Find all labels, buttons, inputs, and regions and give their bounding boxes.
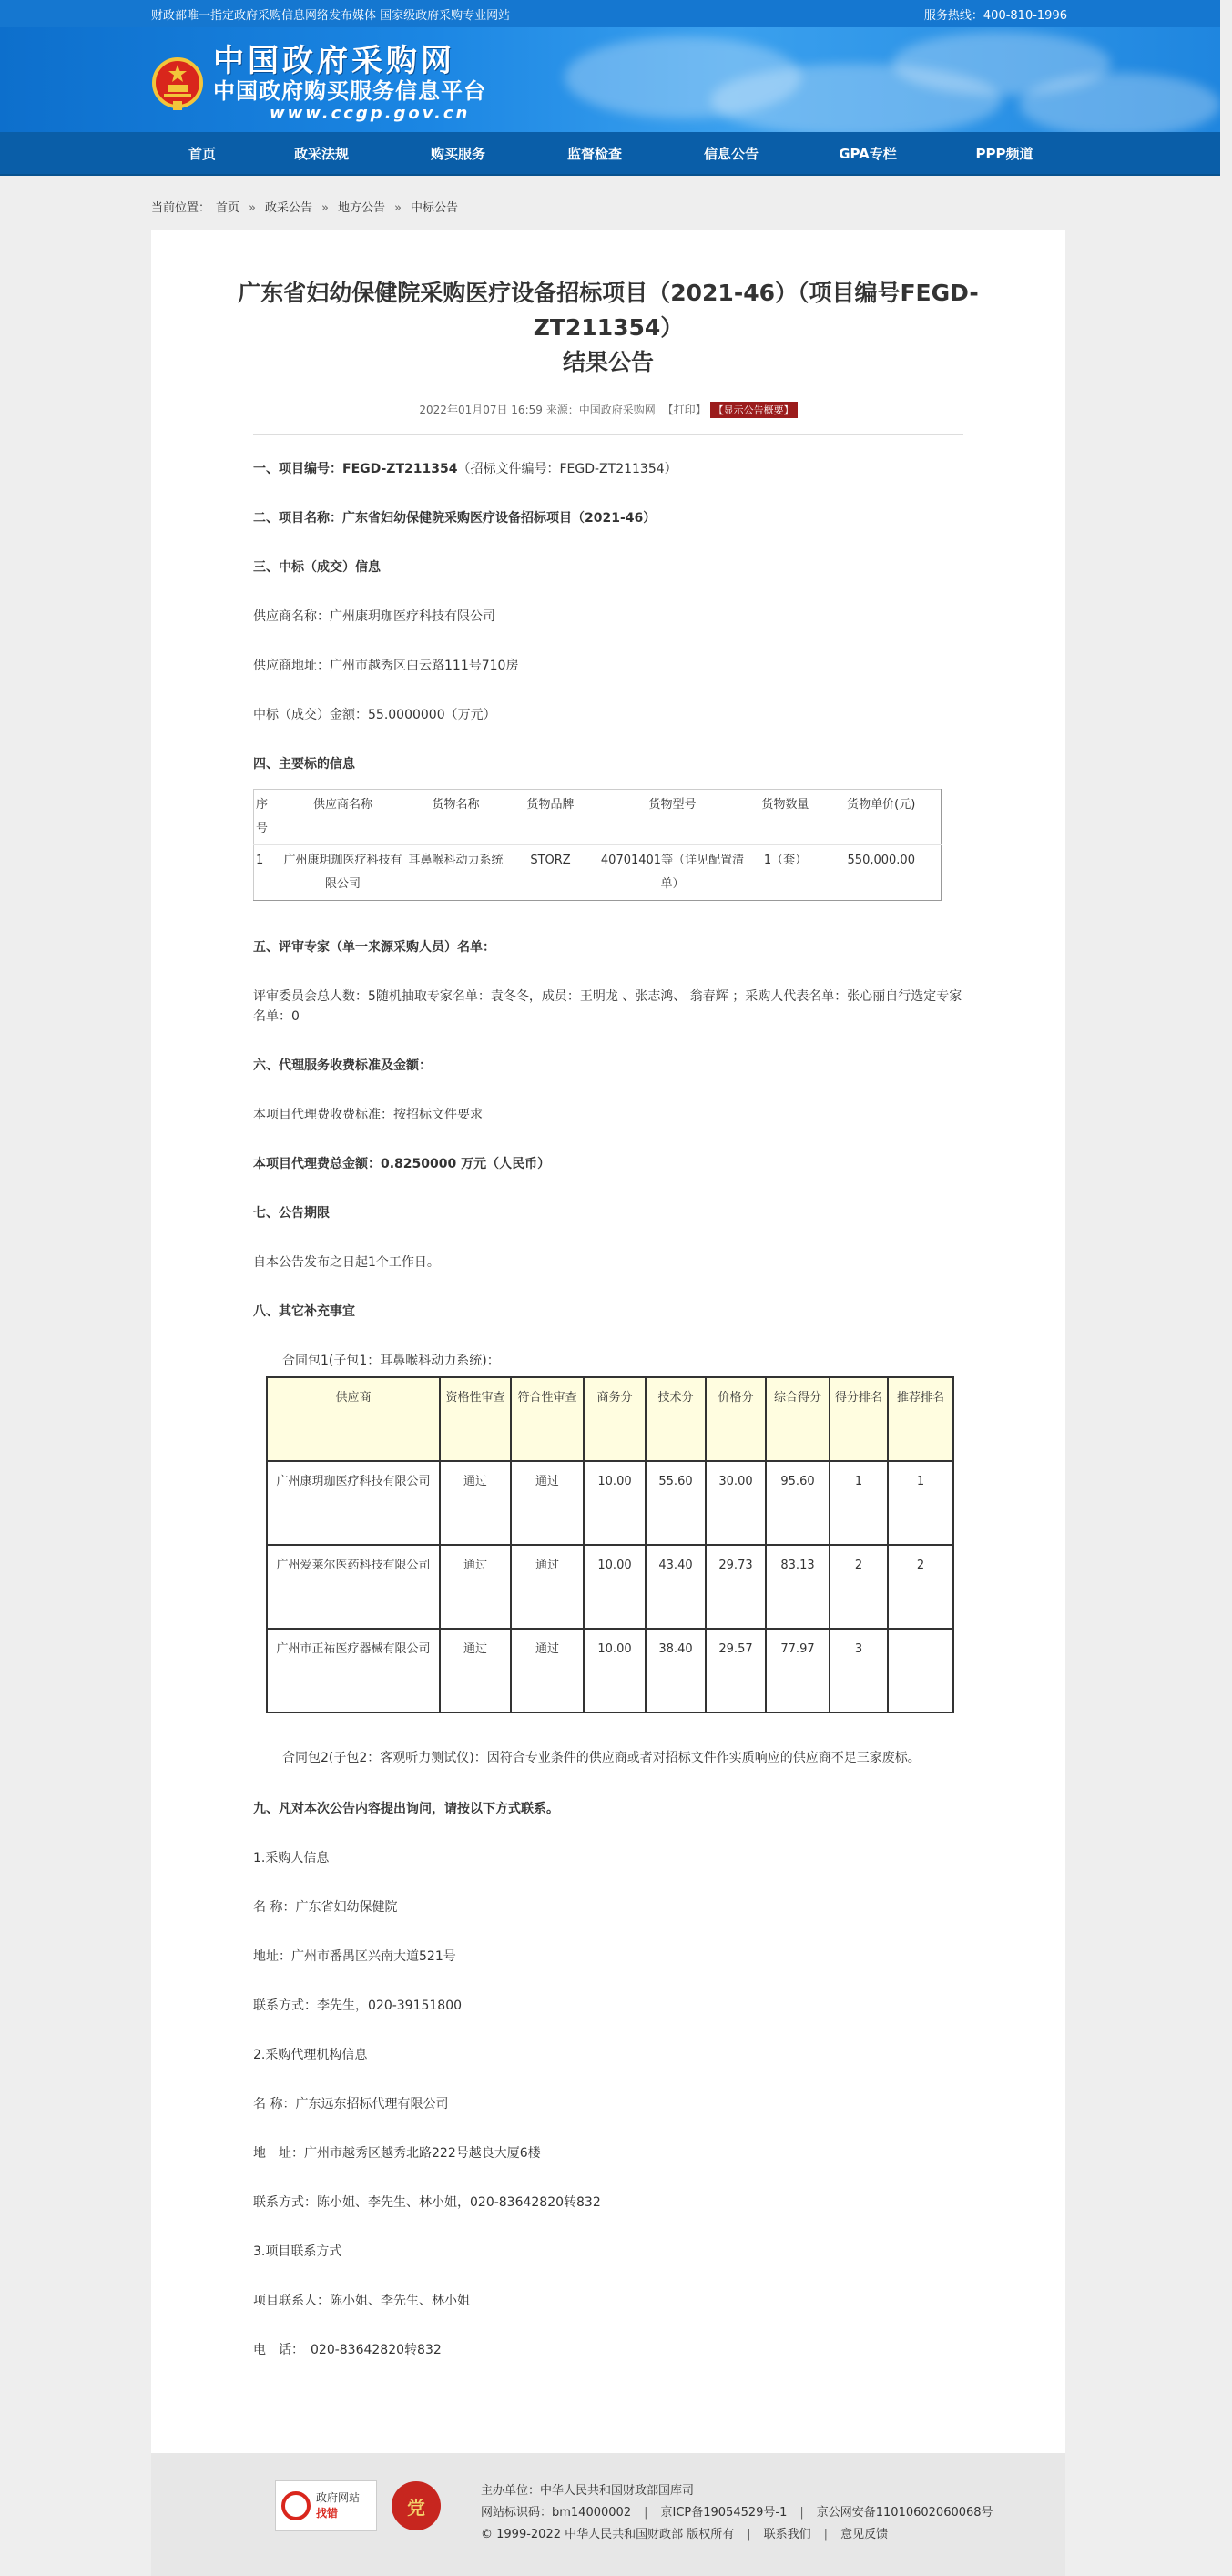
table-header-cell: 商务分 <box>584 1377 646 1461</box>
table-cell: 29.73 <box>706 1545 766 1629</box>
article-meta <box>151 402 1065 418</box>
site-id: 网站标识码：bm14000002 <box>481 2506 632 2520</box>
supplier-name: 供应商名称：广州康玥珈医疗科技有限公司 <box>253 609 495 624</box>
buyer-info-title: 1.采购人信息 <box>253 1851 330 1866</box>
table-header-cell: 供应商名称 <box>280 790 407 845</box>
section-5: 五、评审专家（单一来源采购人员）名单： <box>253 940 495 955</box>
table-header-cell: 供应商 <box>267 1377 440 1461</box>
table-cell: 1 <box>888 1461 953 1545</box>
table-cell: 通过 <box>511 1461 584 1545</box>
breadcrumb <box>0 176 1220 230</box>
table-header-cell: 货物单价(元) <box>822 790 942 845</box>
table-cell: 通过 <box>440 1545 511 1629</box>
footer-copyright-row: © 1999-2022 中华人民共和国财政部 版权所有 | 联系我们 | 意见反馈 <box>481 2528 889 2541</box>
article-content <box>253 435 963 2360</box>
footer-badges <box>275 2480 441 2531</box>
table-header-cell: 得分排名 <box>830 1377 888 1461</box>
award-amount: 中标（成交）金额：55.0000000（万元） <box>253 708 496 722</box>
table-cell: 1（套） <box>749 845 822 901</box>
table-cell: 广州康玥珈医疗科技有限公司 <box>280 845 407 901</box>
table-cell: 广州市正祐医疗器械有限公司 <box>267 1629 440 1712</box>
table-cell: 1 <box>830 1461 888 1545</box>
table-cell: 10.00 <box>584 1545 646 1629</box>
score-table <box>266 1376 954 1713</box>
table-header-row <box>254 790 942 845</box>
national-emblem-icon <box>151 56 204 112</box>
section-6: 六、代理服务收费标准及金额： <box>253 1058 432 1073</box>
contact-us-link[interactable]: 联系我们 <box>763 2528 811 2541</box>
show-summary-button[interactable]: 【显示公告概要】 <box>710 402 798 418</box>
fee-standard: 本项目代理费收费标准：按招标文件要求 <box>253 1108 483 1122</box>
table-cell: 95.60 <box>766 1461 830 1545</box>
table-header-cell: 货物型号 <box>596 790 749 845</box>
table-cell: 广州康玥珈医疗科技有限公司 <box>267 1461 440 1545</box>
goods-info-table <box>253 789 942 901</box>
party-gov-badge-icon[interactable]: 党 <box>392 2481 441 2530</box>
topbar-slogan: 财政部唯一指定政府采购信息网络发布媒体 国家级政府采购专业网站 <box>151 8 511 23</box>
project-contact-phone: 电 话： 020-83642820转832 <box>253 2343 442 2357</box>
buyer-contact: 联系方式：李先生，020-39151800 <box>253 1998 463 2013</box>
section-1: 一、项目编号：FEGD-ZT211354（招标文件编号：FEGD-ZT211354） <box>253 462 677 476</box>
table-cell: 10.00 <box>584 1629 646 1712</box>
section-2: 二、项目名称：广东省妇幼保健院采购医疗设备招标项目（2021-46） <box>253 511 657 526</box>
nav-supervision[interactable]: 监督检查 <box>566 145 622 162</box>
agency-address: 地 址：广州市越秀区越秀北路222号越良大厦6楼 <box>253 2146 541 2161</box>
table-cell: 30.00 <box>706 1461 766 1545</box>
table-header-cell: 综合得分 <box>766 1377 830 1461</box>
logo-url: www.ccgp.gov.cn <box>270 104 471 123</box>
section-3: 三、中标（成交）信息 <box>253 560 381 575</box>
buyer-address: 地址：广州市番禺区兴南大道521号 <box>253 1949 456 1964</box>
table-header-cell: 推荐排名 <box>888 1377 953 1461</box>
project-contact-person: 项目联系人：陈小姐、李先生、林小姐 <box>253 2294 470 2308</box>
breadcrumb-item-award[interactable]: 中标公告 <box>410 201 458 215</box>
section-9: 九、凡对本次公告内容提出询问，请按以下方式联系。 <box>253 1802 559 1816</box>
table-cell: STORZ <box>505 845 596 901</box>
table-row <box>254 845 942 901</box>
table-cell <box>888 1629 953 1712</box>
table-header-cell: 货物品牌 <box>505 790 596 845</box>
fee-total: 本项目代理费总金额：0.8250000 万元（人民币） <box>253 1157 551 1171</box>
logo-subtitle: 中国政府购买服务信息平台 <box>213 78 486 104</box>
agency-contact: 联系方式：陈小姐、李先生、林小姐，020-83642820转832 <box>253 2195 601 2210</box>
breadcrumb-separator: » <box>321 201 329 215</box>
service-hotline: 服务热线：400-810-1996 <box>923 8 1067 23</box>
nav-announcements[interactable]: 信息公告 <box>703 145 759 162</box>
title-line-1: 广东省妇幼保健院采购医疗设备招标项目（2021-46）（项目编号FEGD-ZT211354） <box>238 280 979 341</box>
table-cell: 550,000.00 <box>822 845 942 901</box>
table-cell: 1 <box>254 845 280 901</box>
site-footer <box>151 2453 1065 2576</box>
table-header-cell: 货物数量 <box>749 790 822 845</box>
badge-label: 政府网站 <box>316 2491 361 2504</box>
page-title <box>151 276 1065 380</box>
table-cell: 广州爱莱尔医药科技有限公司 <box>267 1545 440 1629</box>
nav-gpa[interactable]: GPA专栏 <box>839 145 897 162</box>
nav-regulations[interactable]: 政采法规 <box>293 145 349 162</box>
gov-site-error-report-badge[interactable] <box>275 2480 377 2531</box>
table-header-cell: 符合性审查 <box>511 1377 584 1461</box>
logo-title: 中国政府采购网 <box>213 43 455 79</box>
nav-home[interactable]: 首页 <box>188 145 216 162</box>
notice-period: 自本公告发布之日起1个工作日。 <box>253 1255 440 1270</box>
nav-purchase-services[interactable]: 购买服务 <box>430 145 485 162</box>
breadcrumb-item-announcements[interactable]: 政采公告 <box>265 201 313 215</box>
top-bar <box>0 0 1220 27</box>
table-cell: 83.13 <box>766 1545 830 1629</box>
table-cell: 2 <box>888 1545 953 1629</box>
table-cell: 通过 <box>440 1629 511 1712</box>
feedback-link[interactable]: 意见反馈 <box>840 2528 889 2541</box>
table-cell: 通过 <box>440 1461 511 1545</box>
package-1-title: 合同包1(子包1：耳鼻喉科动力系统)： <box>282 1354 500 1368</box>
table-row <box>267 1461 953 1545</box>
footer-ids: 网站标识码：bm14000002 | 京ICP备19054529号-1 | 京公网安备11010602060068号 <box>481 2506 993 2520</box>
breadcrumb-item-local[interactable]: 地方公告 <box>337 201 385 215</box>
experts-list: 评审委员会总人数：5随机抽取专家名单：袁冬冬，成员：王明龙 、张志鸿、 翁春辉 ；采购人代表名单：张心丽自行选定专家名单：0 <box>253 989 962 1024</box>
site-logo[interactable] <box>151 44 486 124</box>
section-7: 七、公告期限 <box>253 1206 330 1221</box>
table-cell: 2 <box>830 1545 888 1629</box>
footer-host: 主办单位：中华人民共和国财政部国库司 <box>481 2484 695 2498</box>
publish-date: 2022年01月07日 16:59 <box>419 404 543 416</box>
table-cell: 3 <box>830 1629 888 1712</box>
table-cell: 29.57 <box>706 1629 766 1712</box>
agency-name: 名 称：广东远东招标代理有限公司 <box>253 2097 449 2111</box>
copyright: © 1999-2022 中华人民共和国财政部 版权所有 <box>481 2528 735 2541</box>
police-record-link[interactable]: 京公网安备11010602060068号 <box>816 2506 993 2520</box>
print-link[interactable]: 【打印】 <box>662 404 707 416</box>
table-cell: 38.40 <box>646 1629 706 1712</box>
buyer-name: 名 称：广东省妇幼保健院 <box>253 1900 398 1915</box>
table-row <box>267 1545 953 1629</box>
section-8: 八、其它补充事宜 <box>253 1304 355 1319</box>
project-contact-title: 3.项目联系方式 <box>253 2244 342 2259</box>
table-row <box>267 1629 953 1712</box>
table-header-cell: 技术分 <box>646 1377 706 1461</box>
breadcrumb-separator: » <box>394 201 402 215</box>
badge-label: 找错 <box>316 2507 339 2520</box>
site-banner <box>0 27 1220 132</box>
table-header-row <box>267 1377 953 1461</box>
section-4: 四、主要标的信息 <box>253 757 355 772</box>
table-header-cell: 序号 <box>254 790 280 845</box>
agency-info-title: 2.采购代理机构信息 <box>253 2048 368 2062</box>
magnifier-icon <box>281 2491 311 2520</box>
table-cell: 通过 <box>511 1545 584 1629</box>
table-cell: 10.00 <box>584 1461 646 1545</box>
table-header-cell: 货物名称 <box>407 790 505 845</box>
table-header-cell: 价格分 <box>706 1377 766 1461</box>
table-header-cell: 资格性审查 <box>440 1377 511 1461</box>
table-cell: 77.97 <box>766 1629 830 1712</box>
table-cell: 通过 <box>511 1629 584 1712</box>
nav-ppp[interactable]: PPP频道 <box>975 145 1033 162</box>
title-line-2: 结果公告 <box>562 349 654 375</box>
article-source: 来源：中国政府采购网 <box>545 404 656 416</box>
table-cell: 耳鼻喉科动力系统 <box>407 845 505 901</box>
breadcrumb-item-home[interactable]: 首页 <box>216 201 240 215</box>
supplier-address: 供应商地址：广州市越秀区白云路111号710房 <box>253 659 519 673</box>
table-cell: 55.60 <box>646 1461 706 1545</box>
table-cell: 43.40 <box>646 1545 706 1629</box>
footer-info <box>481 2480 993 2546</box>
breadcrumb-separator: » <box>249 201 256 215</box>
icp-link[interactable]: 京ICP备19054529号-1 <box>660 2506 788 2520</box>
breadcrumb-prefix: 当前位置： <box>151 201 211 215</box>
main-nav <box>0 132 1220 176</box>
table-cell: 40701401等（详见配置清单） <box>596 845 749 901</box>
package-2-note: 合同包2(子包2：客观听力测试仪)：因符合专业条件的供应商或者对招标文件作实质响应的供应商不足三家废标。 <box>282 1751 921 1765</box>
article-container <box>151 230 1065 2453</box>
